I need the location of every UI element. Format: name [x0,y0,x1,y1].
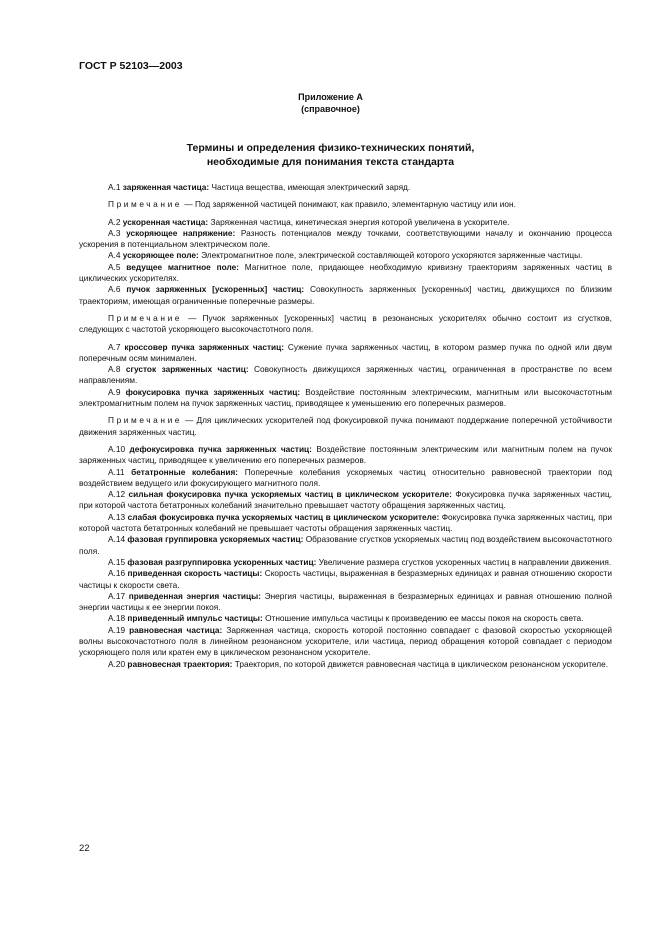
definition-text: Воздействие постоянным электрическим, магнитным или высокочастотным электромагнитным полем на пучок заряженных частиц, приводящее к уменьшению его поперечных размеров. [79,386,612,409]
definition-text: Совокупность движущихся заряженных частиц, ограниченная в пространстве по всем направлениям. [79,364,612,386]
definition-term: приведенная скорость частицы: [127,568,263,579]
definition-text: Частица вещества, имеющая электрический заряд. [211,182,411,192]
appendix-label: Приложение А [298,92,363,102]
page-number: 22 [79,843,90,854]
definition-text: Отношение импульса частицы к произведению ее массы покоя на скорость света. [265,613,584,624]
definition-term: пучок заряженных [ускоренных] частиц: [126,284,305,295]
definition-text: Электромагнитное поле, электрической составляющей которого ускоряются заряженные частицы. [201,250,583,261]
definition-number: А.17 [108,590,126,601]
note-text: — Пучок заряженных [ускоренных] частиц в резонансных ускорителях обычно состоит из сгустков, следующих с частотой ускоряющего высокочастотного поля. [79,312,612,335]
definition-paragraph [79,489,612,512]
section-title [0,142,661,169]
definition-paragraph [79,250,612,261]
note-label: Примечание [108,199,183,210]
definition-number: А.10 [108,443,126,454]
definition-number: А.2 [108,216,121,227]
definition-term: ускоренная частица: [122,216,209,227]
definition-text: Энергия частицы, выраженная в безразмерных единицах и равная отношению полной энергии частицы к ее энергии покоя. [79,590,613,613]
definition-term: ускоряющее напряжение: [126,227,236,238]
definition-number: А.1 [108,182,121,192]
definition-term: дефокусировка пучка заряженных частиц: [129,443,312,454]
definition-term: приведенный импульс частицы: [127,613,263,624]
definition-text: Траектория, по которой движется равновесная частица в циклическом резонансном ускорителе. [234,658,609,669]
definition-paragraph [79,387,612,410]
definition-text: Совокупность заряженных [ускоренных] частиц, движущихся по близким траекториям, имеющая ограниченные поперечные размеры. [79,284,612,306]
definition-paragraph [79,467,612,490]
definition-term: ускоряющее поле: [122,250,199,261]
definition-paragraph [79,557,612,568]
note-paragraph [79,415,612,438]
note-label: Примечание [108,312,183,323]
definition-text: Фокусировка пучка заряженных частиц, при которой частота бетатронных колебаний не превышает частоты обращения заряженных частиц. [79,511,612,534]
note-text: — Под заряженной частицей понимают, как правило, элементарную частицу или ион. [184,199,516,210]
definition-number: А.13 [108,511,126,522]
definition-paragraph [79,182,612,193]
definition-term: ведущее магнитное поле: [126,261,239,272]
definition-text: Образование сгустков ускоряемых частиц под воздействием высокочастотного поля. [79,534,612,556]
definition-term: сильная фокусировка пучка ускоряемых частиц в циклическом ускорителе: [128,489,452,500]
definition-number: А.8 [108,364,121,375]
definition-number: А.12 [108,489,126,500]
definition-number: А.4 [108,250,121,261]
definitions-list [79,182,612,670]
definition-paragraph [79,512,612,535]
definition-term: приведенная энергия частицы: [128,590,261,601]
definition-paragraph [79,591,612,614]
definition-paragraph [79,625,612,659]
definition-paragraph [79,364,612,387]
definition-number: А.7 [108,341,121,352]
definition-text: Поперечные колебания ускоряемых частиц относительно равновесной траектории под воздействием ведущего или фокусирующего магнитного поля. [79,466,612,488]
definition-term: сгусток заряженных частиц: [125,364,249,375]
definition-term: фокусировка пучка заряженных частиц: [125,386,301,397]
definition-text: Фокусировка пучка заряженных частиц, при которой частота бетатронных колебаний значительно превышает частоту обращения заряженных частиц. [79,489,613,511]
appendix-heading [0,92,661,115]
definition-term: бетатронные колебания: [131,466,239,477]
note-paragraph [79,199,612,210]
definition-term: фазовая группировка ускоряемых частиц: [127,534,304,545]
definition-number: А.18 [108,613,126,624]
definition-text: Заряженная частица, кинетическая энергия которой увеличена в ускорителе. [210,216,510,227]
definition-term: заряженная частица: [122,182,210,192]
definition-number: А.9 [108,386,121,397]
definition-text: Воздействие постоянным электрическим или магнитным полем на пучок заряженных частиц, приводящее к увеличению его поперечных размеров. [79,443,613,466]
definition-number: А.15 [108,556,126,567]
definition-paragraph [79,568,612,591]
definition-paragraph [79,444,612,467]
definition-paragraph [79,342,612,365]
definition-number: А.5 [108,261,121,272]
definition-number: А.3 [108,227,121,238]
definition-text: Сужение пучка заряженных частиц, в котором размер пучка по одной или двум поперечным осям минимален. [79,341,612,363]
section-title-line-1: Термины и определения физико-технических понятий, [186,142,475,154]
definition-number: А.19 [108,624,126,635]
definition-number: А.16 [108,568,126,579]
definition-number: А.6 [108,284,121,295]
definition-paragraph [79,534,612,557]
definition-text: Увеличение размера сгустков ускоренных частиц в направлении движения. [318,556,612,567]
definition-text: Скорость частицы, выраженная в безразмерных единицах и равная отношению скорости частицы к скорости света. [79,568,612,590]
definition-term: кроссовер пучка заряженных частиц: [124,341,285,352]
definition-paragraph [79,217,612,228]
section-title-line-2: необходимые для понимания текста стандарта [206,155,455,168]
definition-paragraph [79,228,612,251]
definition-term: равновесная траектория: [127,658,233,669]
note-paragraph [79,313,612,336]
standard-code-header: ГОСТ Р 52103—2003 [79,60,183,72]
definition-term: слабая фокусировка пучка ускоряемых частиц в циклическом ускорителе: [127,511,440,522]
definition-text: Заряженная частица, скорость которой постоянно совпадает с фазовой скоростью ускоряющей волны высокочастотного поля в линейном резонансном ускорителе, или частица, период обращения которой совпадает с периодом ускоряющего поля или кратен ему в циклическом резонансном ускорителе. [79,624,612,658]
definition-term: фазовая разгруппировка ускоренных частиц: [127,556,317,567]
definition-paragraph [79,613,612,624]
definition-paragraph [79,659,612,670]
definition-text: Магнитное поле, придающее необходимую кривизну траекториям заряженных частиц в циклических ускорителях. [79,261,613,284]
definition-term: равновесная частица: [129,624,223,635]
definition-number: А.14 [108,534,126,545]
note-label: Примечание [108,415,183,426]
definition-number: А.20 [108,658,126,669]
definition-paragraph [79,262,612,285]
definition-number: А.11 [108,466,125,477]
appendix-kind: (справочное) [301,103,360,114]
note-text: — Для циклических ускорителей под фокусировкой пучка понимают поддержание поперечной устойчивости движения заряженных частиц. [79,415,612,437]
definition-paragraph [79,284,612,307]
definition-text: Разность потенциалов между точками, соответствующими началу и окончанию процесса ускорения в потенциальном электрическом поле. [79,227,612,250]
